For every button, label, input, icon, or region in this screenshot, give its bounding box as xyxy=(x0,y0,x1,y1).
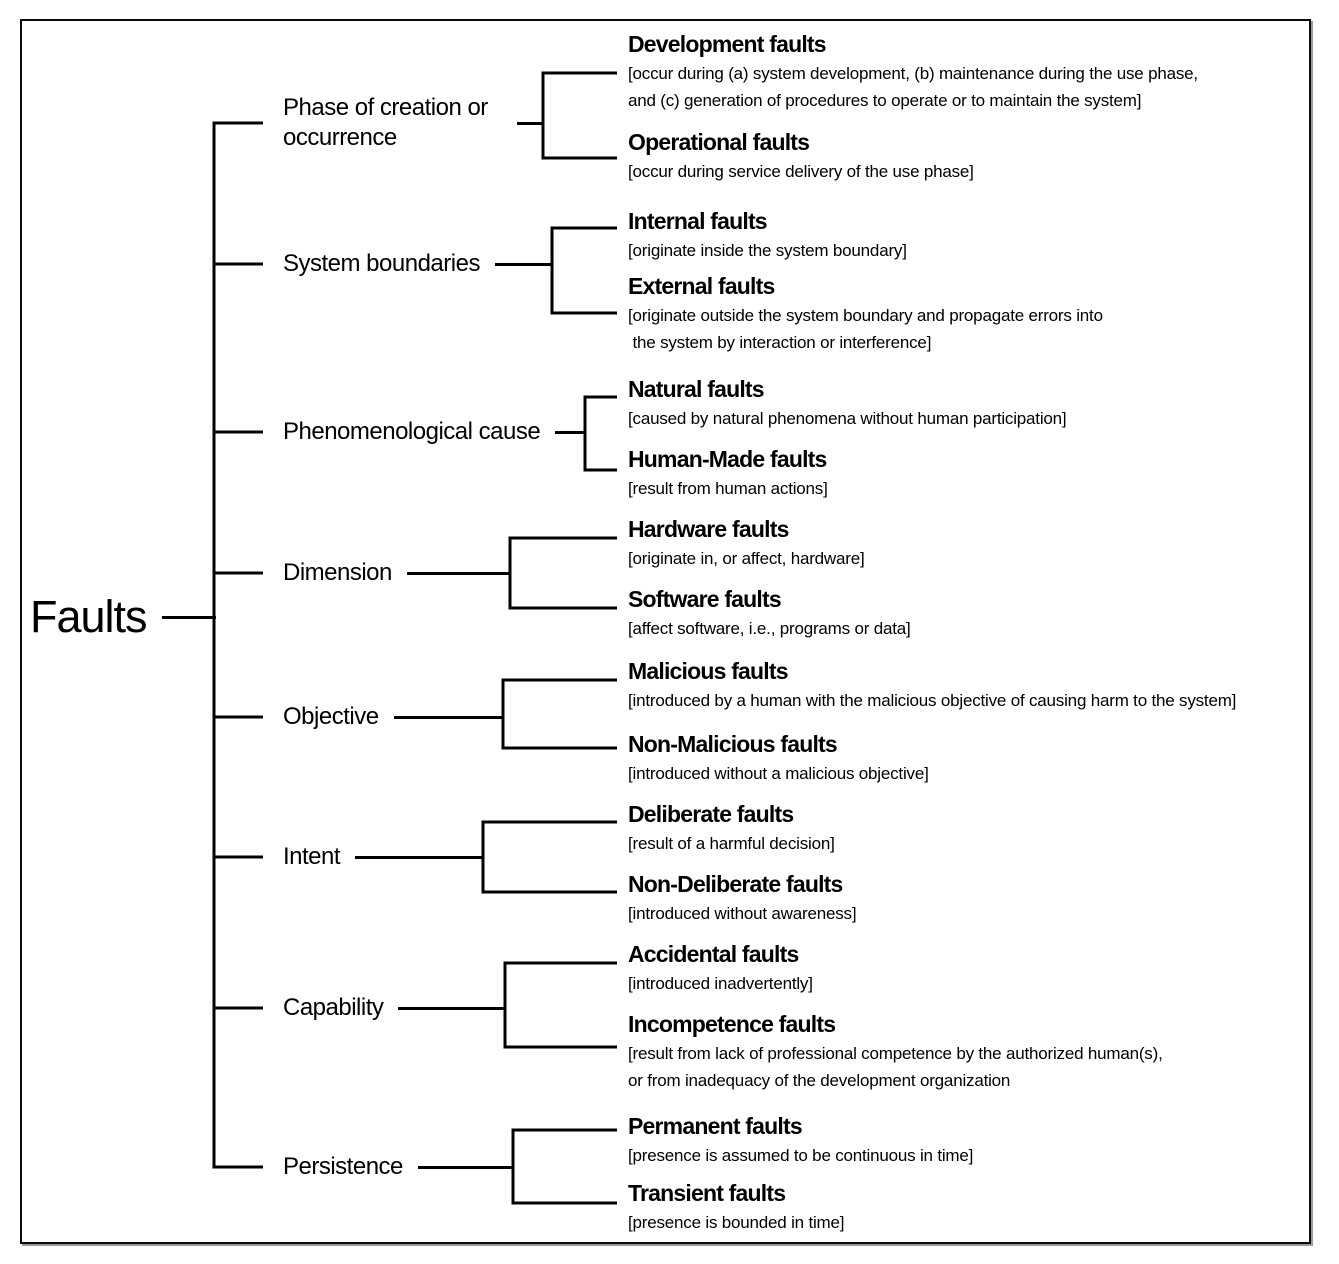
category-connector-line xyxy=(355,856,483,859)
root-connector-line xyxy=(162,616,216,619)
category-label-intent: Intent xyxy=(283,843,341,870)
category-label-capability: Capability xyxy=(283,994,384,1021)
category-label-system-boundaries: System boundaries xyxy=(283,250,480,277)
leaf-desc-line: [originate in, or affect, hardware] xyxy=(628,549,865,568)
leaf-desc-line: [presence is bounded in time] xyxy=(628,1213,845,1232)
category-row-intent xyxy=(283,842,483,872)
leaf-title: Transient faults xyxy=(628,1180,786,1206)
leaf-title: Development faults xyxy=(628,31,826,57)
category-label-objective: Objective xyxy=(283,703,379,730)
leaf-incompetence-faults xyxy=(628,1009,1328,1093)
category-connector-line xyxy=(555,431,585,434)
leaf-non-deliberate-faults xyxy=(628,869,1328,926)
leaf-title: Incompetence faults xyxy=(628,1011,836,1037)
category-row-dimension xyxy=(283,558,510,588)
category-connector-line xyxy=(407,572,510,575)
leaf-hardware-faults xyxy=(628,514,1328,571)
category-label-dimension: Dimension xyxy=(283,559,392,586)
leaf-desc-line: and (c) generation of procedures to operate or to maintain the system] xyxy=(628,91,1142,110)
leaf-title: Operational faults xyxy=(628,129,810,155)
leaf-title: Non-Malicious faults xyxy=(628,731,837,757)
category-row-phase xyxy=(283,93,543,153)
category-row-phenomenological-cause xyxy=(283,417,585,447)
category-label-phase: Phase of creation or occurrence xyxy=(283,94,488,151)
leaf-desc-line: [result from human actions] xyxy=(628,479,828,498)
bracket-capability xyxy=(505,963,617,1047)
leaf-desc-line: [caused by natural phenomena without human participation] xyxy=(628,409,1067,428)
leaf-desc-line: [result of a harmful decision] xyxy=(628,834,835,853)
leaf-non-malicious-faults xyxy=(628,729,1328,786)
leaf-title: Permanent faults xyxy=(628,1113,802,1139)
root-row xyxy=(30,589,216,645)
leaf-title: Accidental faults xyxy=(628,941,799,967)
leaf-title: Natural faults xyxy=(628,376,764,402)
category-connector-line xyxy=(398,1007,505,1010)
category-label-phenomenological-cause: Phenomenological cause xyxy=(283,418,541,445)
leaf-natural-faults xyxy=(628,374,1328,431)
category-connector-line xyxy=(418,1166,513,1169)
root-label: Faults xyxy=(30,591,147,642)
category-row-persistence xyxy=(283,1152,513,1182)
leaf-operational-faults xyxy=(628,127,1328,184)
leaf-human-made-faults xyxy=(628,444,1328,501)
leaf-development-faults xyxy=(628,29,1328,113)
category-connector-line xyxy=(495,263,552,266)
leaf-desc-line: [presence is assumed to be continuous in time] xyxy=(628,1146,974,1165)
leaf-title: Internal faults xyxy=(628,208,767,234)
leaf-desc-line: the system by interaction or interference] xyxy=(628,333,932,352)
leaf-title: Human-Made faults xyxy=(628,446,827,472)
bracket-intent xyxy=(483,822,617,892)
bracket-persistence xyxy=(513,1130,617,1203)
leaf-desc-line: [occur during service delivery of the use phase] xyxy=(628,162,974,181)
bracket-dimension xyxy=(510,538,617,608)
category-connector-line xyxy=(394,716,503,719)
leaf-desc-line: [occur during (a) system development, (b) maintenance during the use phase, xyxy=(628,64,1198,83)
leaf-accidental-faults xyxy=(628,939,1328,996)
leaf-title: Non-Deliberate faults xyxy=(628,871,843,897)
leaf-title: Deliberate faults xyxy=(628,801,794,827)
category-connector-line xyxy=(517,122,543,125)
category-row-system-boundaries xyxy=(283,249,552,279)
leaf-title: Malicious faults xyxy=(628,658,788,684)
category-row-objective xyxy=(283,702,503,732)
leaf-desc-line: [result from lack of professional competence by the authorized human(s), xyxy=(628,1044,1163,1063)
leaf-desc-line: [introduced by a human with the malicious objective of causing harm to the system] xyxy=(628,691,1237,710)
category-row-capability xyxy=(283,993,505,1023)
leaf-desc-line: [affect software, i.e., programs or data] xyxy=(628,619,911,638)
leaf-desc-line: or from inadequacy of the development organization xyxy=(628,1071,1011,1090)
bracket-phenomenological xyxy=(585,397,617,470)
bracket-objective xyxy=(503,680,617,748)
leaf-desc-line: [introduced inadvertently] xyxy=(628,974,813,993)
leaf-permanent-faults xyxy=(628,1111,1328,1168)
leaf-title: Software faults xyxy=(628,586,781,612)
leaf-desc-line: [originate outside the system boundary and propagate errors into xyxy=(628,306,1103,325)
leaf-transient-faults xyxy=(628,1178,1328,1235)
leaf-software-faults xyxy=(628,584,1328,641)
leaf-desc-line: [originate inside the system boundary] xyxy=(628,241,907,260)
leaf-desc-line: [introduced without awareness] xyxy=(628,904,857,923)
leaf-title: External faults xyxy=(628,273,775,299)
bracket-system xyxy=(552,228,617,313)
leaf-external-faults xyxy=(628,271,1328,355)
leaf-malicious-faults xyxy=(628,656,1328,713)
leaf-title: Hardware faults xyxy=(628,516,789,542)
category-label-persistence: Persistence xyxy=(283,1153,403,1180)
bracket-phase xyxy=(543,73,617,158)
leaf-desc-line: [introduced without a malicious objective] xyxy=(628,764,929,783)
category-left-stubs xyxy=(214,123,263,1167)
leaf-deliberate-faults xyxy=(628,799,1328,856)
leaf-internal-faults xyxy=(628,206,1328,263)
